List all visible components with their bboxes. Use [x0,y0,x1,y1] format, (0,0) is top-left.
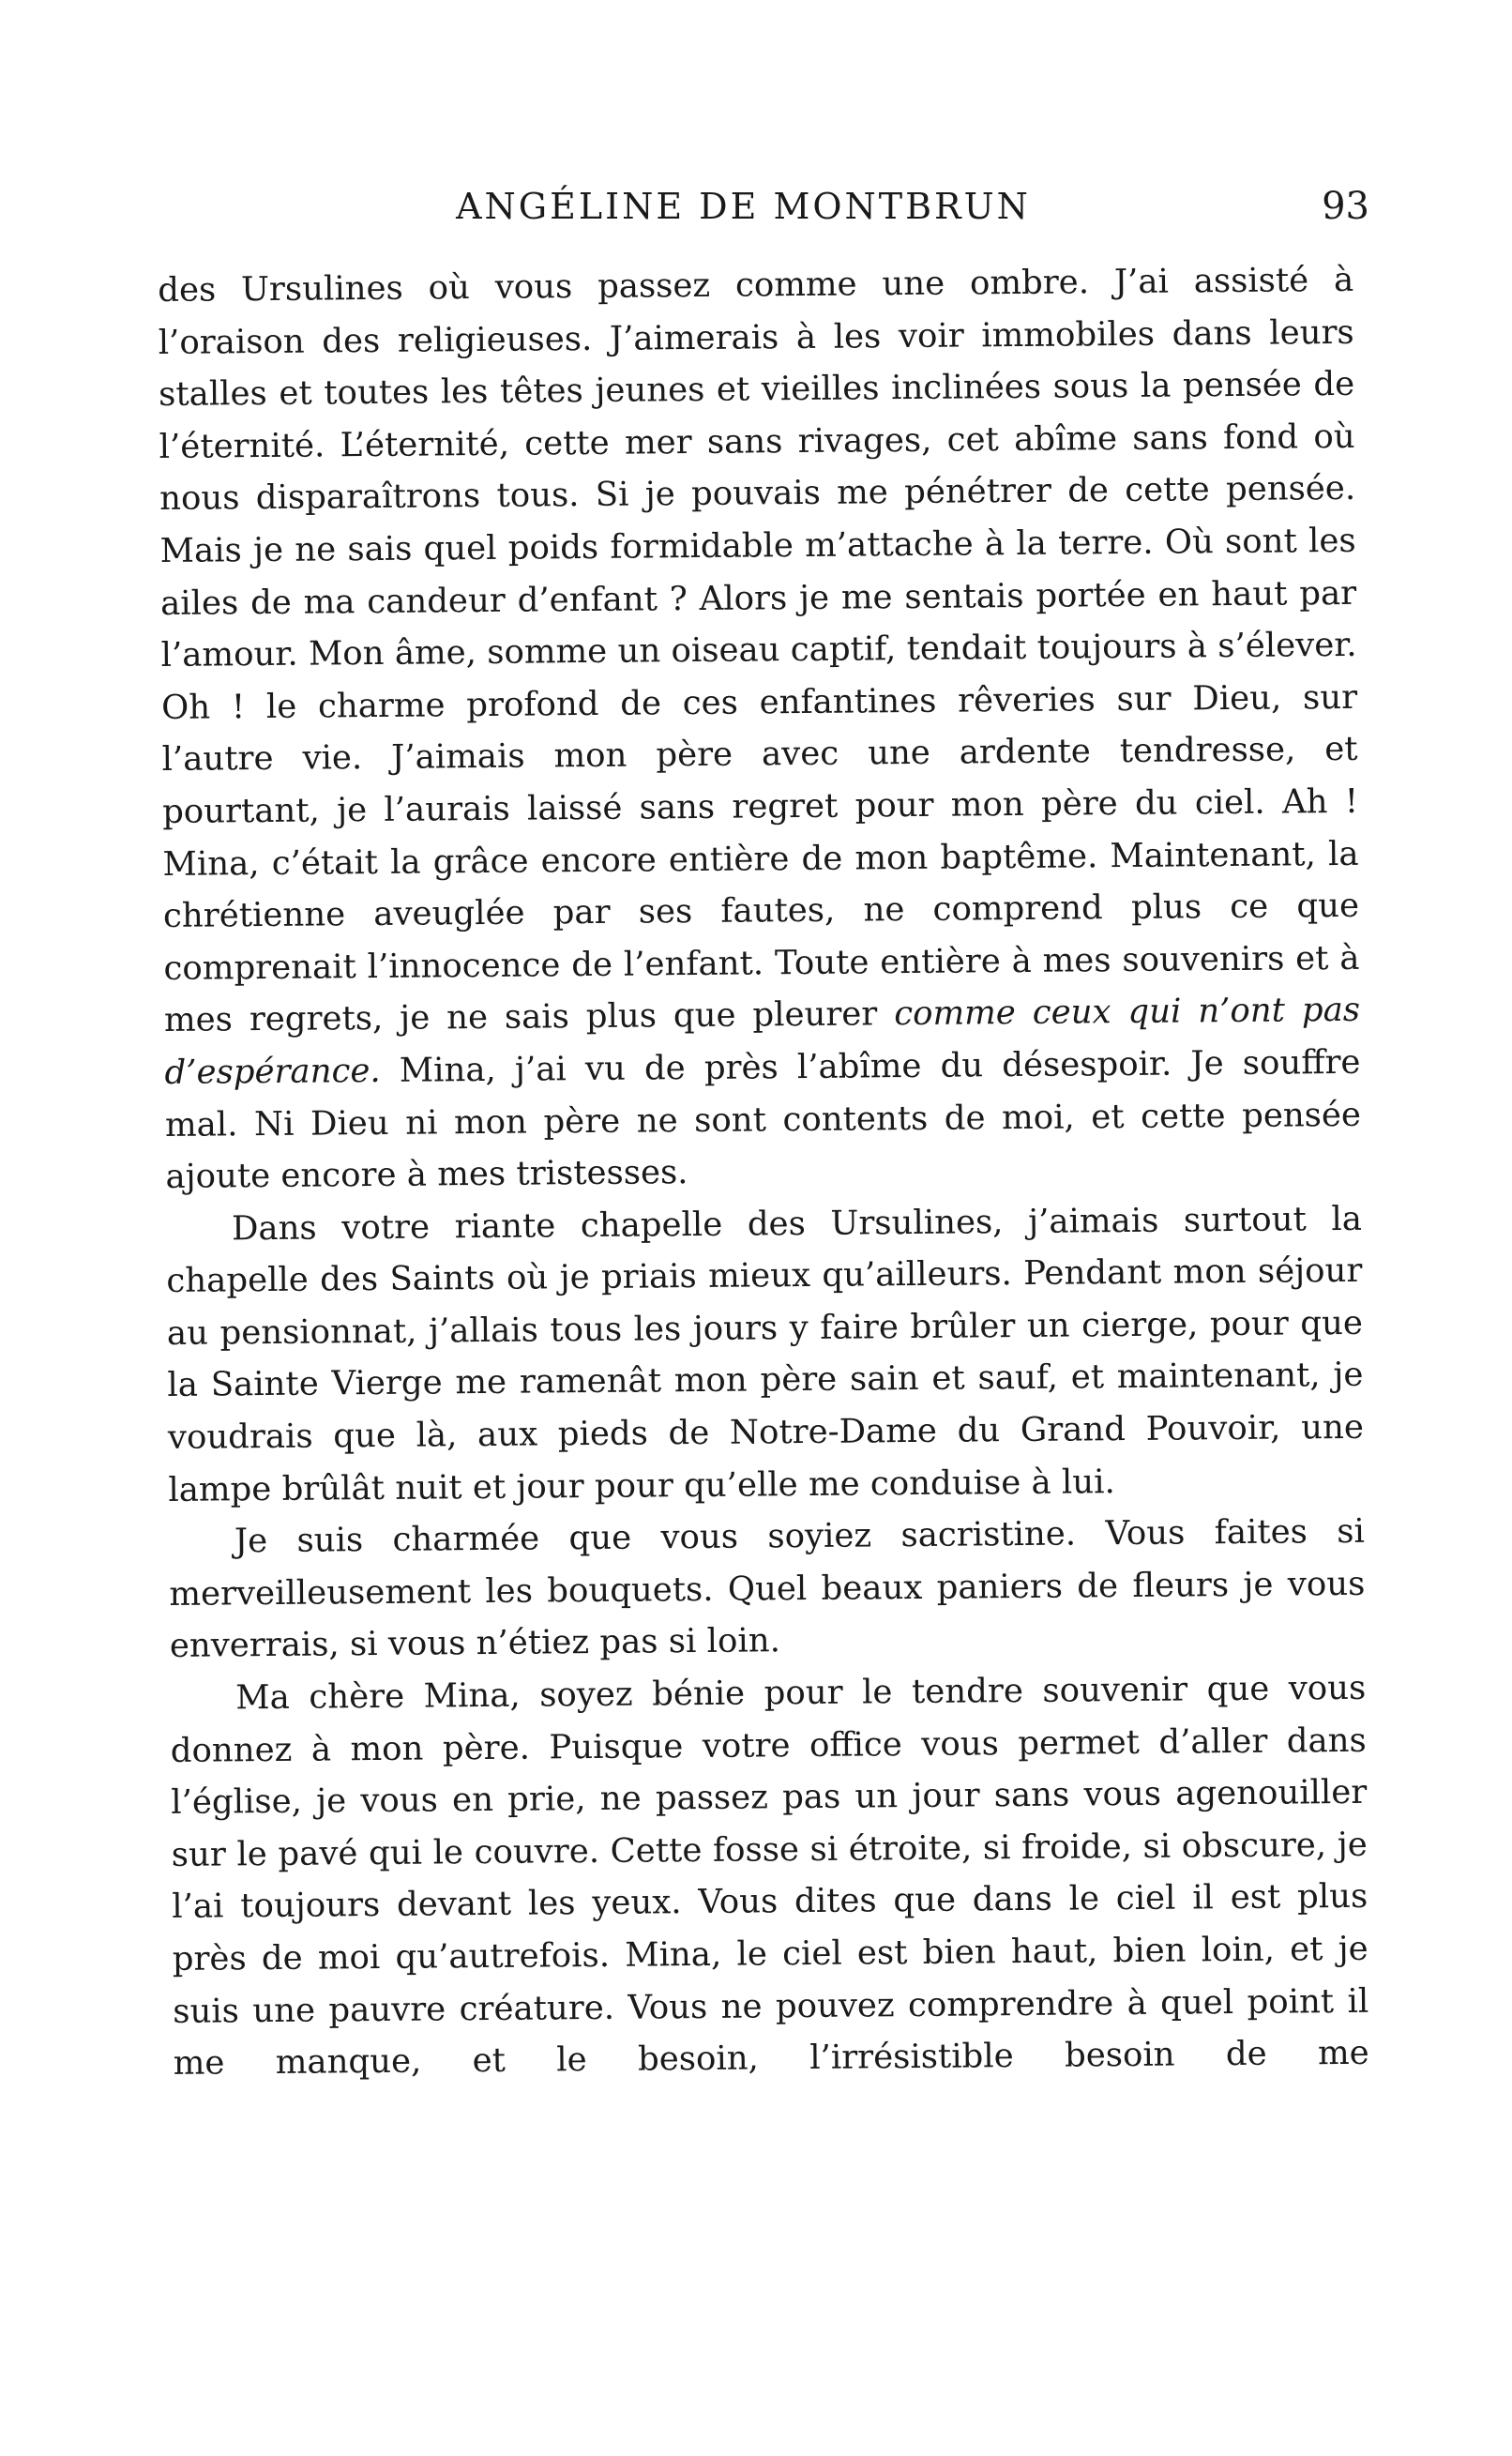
running-title: ANGÉLINE DE MONTBRUN [456,186,1031,227]
page-number: 93 [1322,185,1369,228]
running-head [159,178,1369,235]
paragraph-4: Ma chère Mina, soyez bénie pour le tendre souvenir que vous donnez à mon père. Puisque votre office vous permet d’aller dans l’église, je vous en prie, ne passez pas un jour sans vous agenouiller sur le pavé qui le couvre. Cette fosse si étroite, si froide, si obscure, je l’ai toujours devant les yeux. Vous dites que dans le ciel il est plus près de moi qu’autrefois. Mina, le ciel est bien haut, bien loin, et je suis une pauvre créature. Vous ne pouvez comprendre à quel point il me manque, et le besoin, l’irrésistible besoin de me [170,1668,1369,2084]
paragraph-2: Dans votre riante chapelle des Ursulines, j’aimais surtout la chapelle des Saints où je priais mieux qu’ailleurs. Pendant mon séjour au pensionnat, j’allais tous les jours y faire brûler un cierge, pour que la Sainte Vierge me ramenât mon père sain et sauf, et maintenant, je voudrais que là, aux pieds de Notre-Dame du Grand Pouvoir, une lampe brûlât nuit et jour pour qu’elle me conduise à lui. [166,1199,1365,1509]
paragraph-1-continuation: Mina, j’ai vu de près l’abîme du désespoir. Je souffre mal. Ni Dieu ni mon père ne sont contents de moi, et cette pensée ajoute encore à mes tristesses. [164,1042,1362,1197]
paragraph-3: Je suis charmée que vous soyiez sacristine. Vous faites si merveilleusement les bouquets. Quel beaux paniers de fleurs je vous enverrais, si vous n’étiez pas si loin. [169,1512,1366,1666]
paragraph-1 [158,254,1362,1204]
italic-quote: comme ceux qui n’ont pas d’espérance. [164,991,1361,1092]
paragraph-1-text: des Ursulines où vous passez comme une ombre. J’ai assisté à l’oraison des religieuses. J’aimerais à les voir immobiles dans leurs stalles et toutes les têtes jeunes et vieilles inclinées sous la pensée de l’éternité. L’éternité, cette mer sans rivages, cet abîme sans fond où nous disparaîtrons tous. Si je pouvais me pénétrer de cette pensée. Mais je ne sais quel poids formidable m’attache à la terre. Où sont les ailes de ma candeur d’enfant ? Alors je me sentais portée en haut par l’amour. Mon âme, somme un oiseau captif, tendait toujours à s’élever. Oh ! le charme profond de ces enfantines rêveries sur Dieu, sur l’autre vie. J’aimais mon père avec une ardente tendresse, et pourtant, je l’aurais laissé sans regret pour mon père du ciel. Ah ! Mina, c’était la grâce encore entière de mon baptême. Maintenant, la chrétienne aveuglée par ses fautes, ne comprend plus ce que comprenait l’innocence de l’enfant. Toute entière à mes souvenirs et à mes regrets, je ne sais plus que pleurer [158,260,1360,1040]
body-text [158,254,1369,2090]
